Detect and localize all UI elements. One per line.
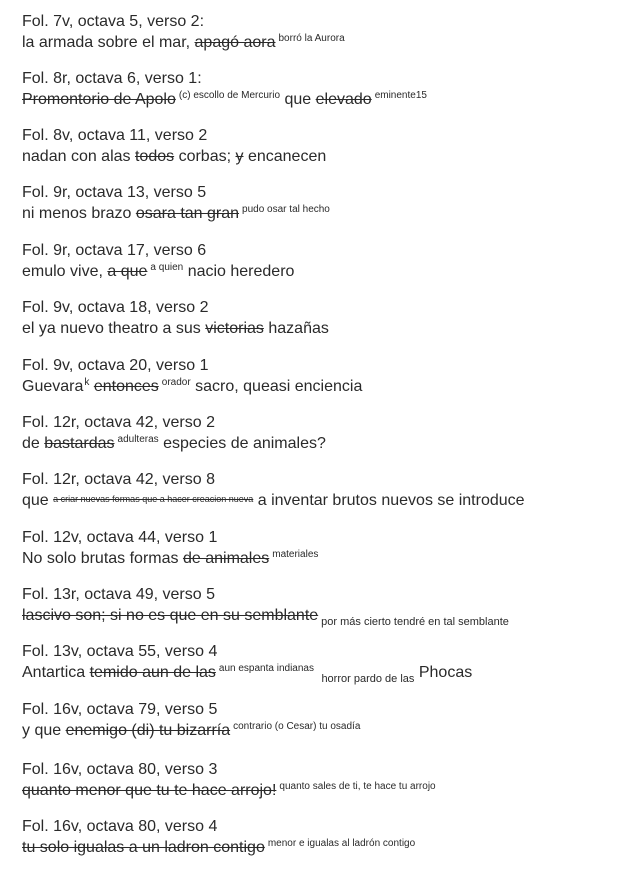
deleted-text: victorias: [205, 320, 264, 337]
interlinear-correction: horror pardo de las: [321, 673, 415, 685]
deleted-text: tu solo igualas a un ladron contigo: [22, 839, 265, 856]
verse-text: de: [22, 435, 40, 452]
verse-line: [22, 838, 415, 860]
verse-text: y que: [22, 722, 62, 739]
interlinear-correction: aun espanta indianas: [218, 663, 314, 674]
interlinear-correction: contrario (o Cesar) tu osadía: [233, 721, 361, 732]
deleted-text: lascivo son; si no es que en su semblante: [22, 607, 319, 624]
verse-text: a inventar brutos nuevos se introduce: [257, 492, 525, 509]
deleted-text: temido aun de las: [89, 664, 216, 681]
deleted-text: a que: [107, 263, 148, 280]
interlinear-correction: quanto sales de ti, te hace tu arrojo: [279, 781, 436, 792]
verse-text: ni menos brazo: [22, 205, 132, 222]
interlinear-correction: eminente15: [374, 90, 427, 101]
folio-reference: Fol. 8v, octava 11, verso 2: [22, 127, 208, 144]
folio-reference: Fol. 9r, octava 17, verso 6: [22, 242, 207, 259]
verse-text: que: [284, 91, 312, 108]
verse-text: hazañas: [268, 320, 329, 337]
verse-line: [22, 491, 525, 512]
entry: [22, 528, 318, 571]
folio-reference: Fol. 9v, octava 18, verso 2: [22, 299, 209, 316]
superscript-mark: k: [84, 377, 90, 388]
deleted-text: a criar nuevas formas que a hacer creacion nueva: [53, 494, 254, 504]
verse-text: Antartica: [22, 664, 86, 681]
entry: [22, 642, 472, 685]
folio-reference: Fol. 13r, octava 49, verso 5: [22, 586, 215, 603]
folio-reference: Fol. 9v, octava 20, verso 1: [22, 357, 209, 374]
entry: [22, 817, 415, 860]
folio-reference: Fol. 16v, octava 80, verso 4: [22, 818, 218, 835]
entry: [22, 126, 326, 167]
deleted-text: y: [235, 148, 244, 165]
folio-reference: Fol. 13v, octava 55, verso 4: [22, 643, 218, 660]
deleted-text: de animales: [182, 550, 270, 567]
verse-text: Phocas: [418, 664, 473, 681]
verse-text: sacro, queasi enciencia: [195, 378, 363, 395]
verse-text: Guevara: [22, 378, 84, 395]
verse-text: especies de animales?: [163, 435, 326, 452]
entry: [22, 585, 509, 627]
folio-reference: Fol. 12r, octava 42, verso 8: [22, 471, 215, 488]
verse-line: [22, 147, 326, 167]
interlinear-correction: materiales: [272, 549, 319, 560]
interlinear-correction: borró la Aurora: [278, 33, 345, 44]
folio-reference: Fol. 7v, octava 5, verso 2:: [22, 13, 205, 30]
verse-line: [22, 721, 360, 743]
verse-text: No solo brutas formas: [22, 550, 179, 567]
entry: [22, 183, 330, 226]
entry: [22, 12, 345, 55]
entry: [22, 241, 294, 284]
verse-line: [22, 377, 362, 399]
verse-line: [22, 262, 294, 284]
folio-reference: Fol. 12r, octava 42, verso 2: [22, 414, 215, 431]
deleted-text: Promontorio de Apolo: [22, 91, 176, 108]
verse-line: [22, 90, 427, 112]
interlinear-correction: (c) escollo de Mercurio: [178, 90, 281, 101]
verse-text: encanecen: [247, 148, 327, 165]
verse-line: [22, 663, 472, 685]
verse-line: [22, 781, 436, 803]
deleted-text: todos: [134, 148, 175, 165]
entry: [22, 760, 436, 803]
interlinear-correction: pudo osar tal hecho: [242, 204, 330, 215]
deleted-text: quanto menor que tu te hace arrojo!: [22, 782, 277, 799]
deleted-text: bastardas: [44, 435, 115, 452]
verse-line: [22, 434, 326, 456]
deleted-text: entonces: [93, 378, 159, 395]
verse-line: [22, 606, 509, 627]
deleted-text: elevado: [315, 91, 372, 108]
verse-text: corbas;: [178, 148, 232, 165]
verse-line: [22, 33, 345, 55]
folio-reference: Fol. 16v, octava 80, verso 3: [22, 761, 218, 778]
interlinear-correction: a quien: [150, 262, 184, 273]
interlinear-correction: adulteras: [117, 434, 159, 445]
entry: [22, 356, 362, 399]
verse-text: nadan con alas: [22, 148, 131, 165]
verse-line: [22, 549, 318, 571]
verse-text: nacio heredero: [187, 263, 295, 280]
folio-reference: Fol. 8r, octava 6, verso 1:: [22, 70, 202, 87]
entry: [22, 298, 329, 339]
deleted-text: apagó aora: [194, 34, 276, 51]
entry: [22, 413, 326, 456]
interlinear-correction: menor e igualas al ladrón contigo: [267, 838, 416, 849]
verse-line: [22, 319, 329, 339]
verse-text: la armada sobre el mar,: [22, 34, 191, 51]
interlinear-correction: orador: [161, 377, 191, 388]
verse-line: [22, 204, 330, 226]
folio-reference: Fol. 16v, octava 79, verso 5: [22, 701, 218, 718]
folio-reference: Fol. 9r, octava 13, verso 5: [22, 184, 207, 201]
folio-reference: Fol. 12v, octava 44, verso 1: [22, 529, 218, 546]
interlinear-correction: por más cierto tendré en tal semblante: [321, 616, 509, 628]
verse-text: emulo vive,: [22, 263, 103, 280]
entry: [22, 69, 427, 112]
deleted-text: osara tan gran: [135, 205, 240, 222]
verse-text: el ya nuevo theatro a sus: [22, 320, 201, 337]
verse-text: que: [22, 492, 49, 509]
deleted-text: enemigo (di) tu bizarría: [65, 722, 231, 739]
entry: [22, 470, 525, 512]
entry: [22, 700, 360, 743]
